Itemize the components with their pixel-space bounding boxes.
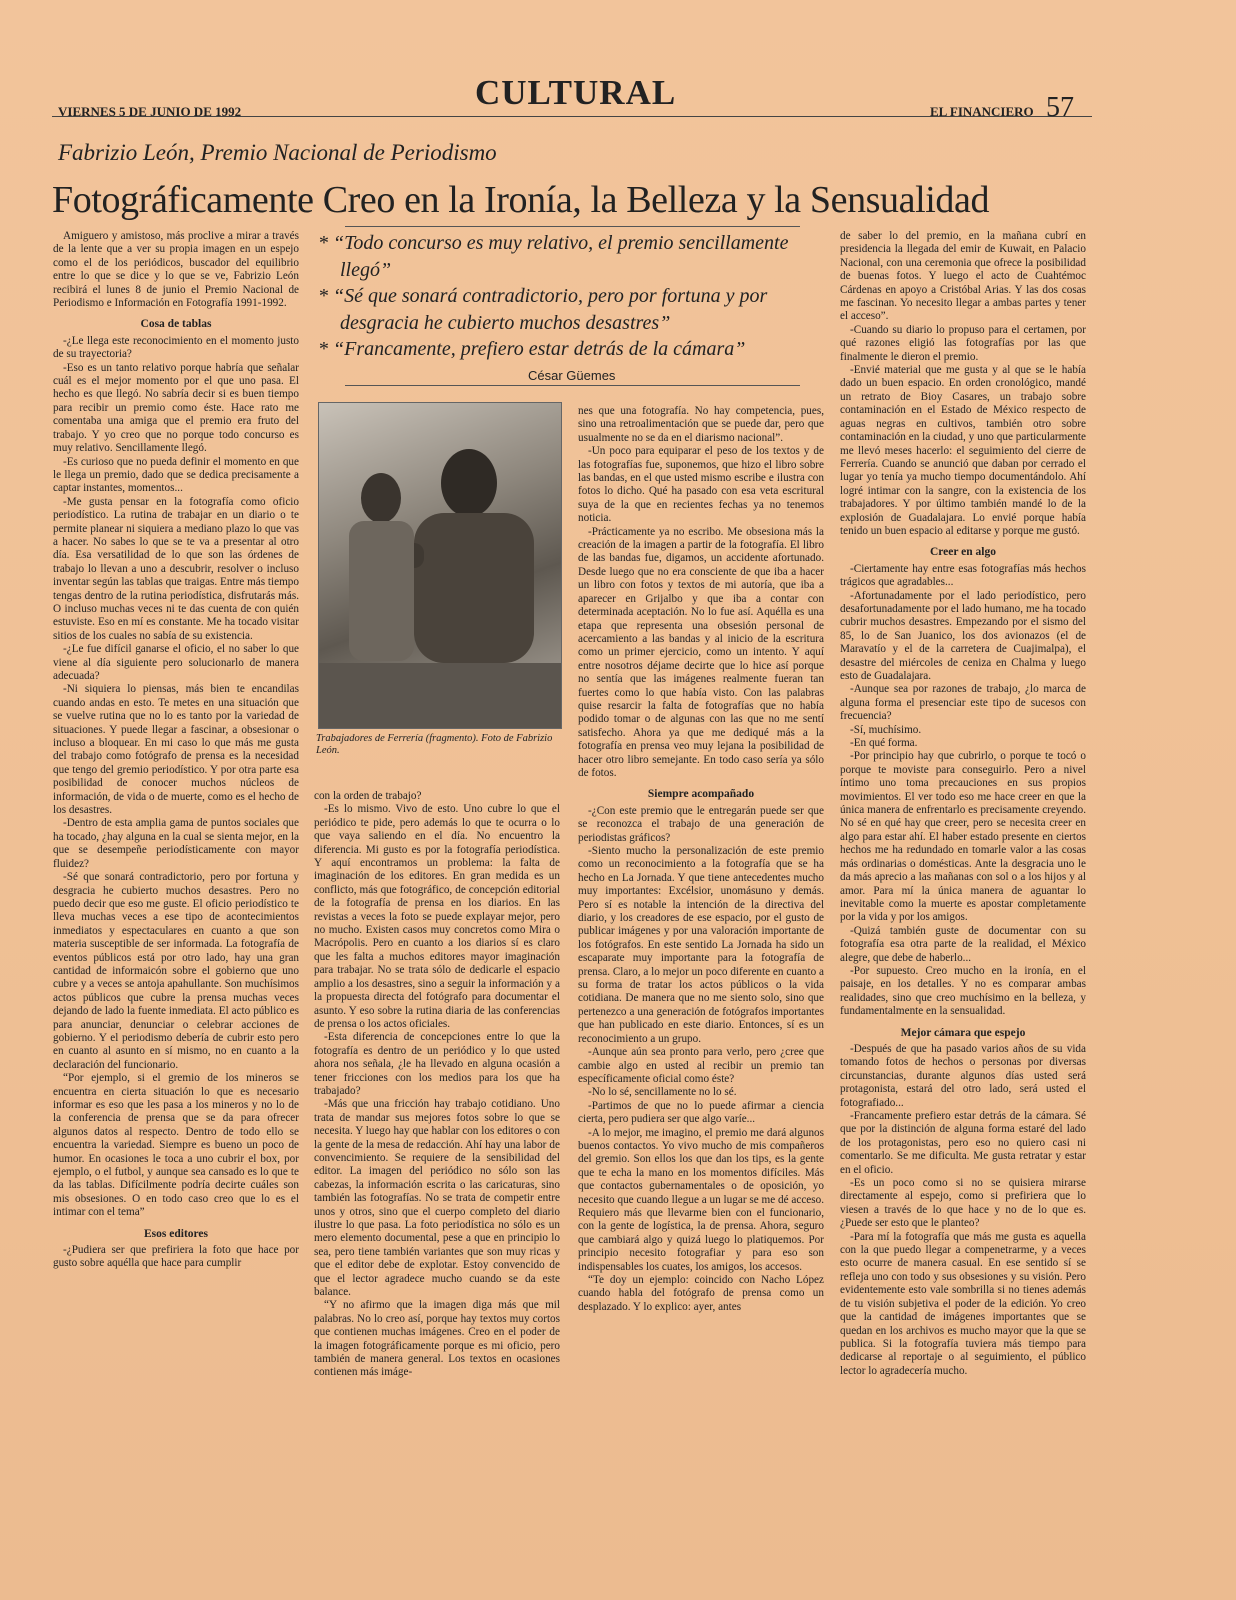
- column-2: [314, 790, 560, 1380]
- page-number: 57: [1046, 92, 1074, 123]
- paragraph: -¿Pudiera ser que prefiriera la foto que hace por gusto sobre aquélla que hace para cumplir: [53, 1244, 299, 1270]
- photo-caption: Trabajadores de Ferrería (fragmento). Foto de Fabrizio León.: [316, 733, 553, 756]
- paragraph: -Por supuesto. Creo mucho en la ironía, en el paisaje, en los detalles. Y no es comparar ambas realidades, sino que creo muchísimo en la belleza, y fundamentalmente en la sensualidad.: [840, 964, 1086, 1018]
- intro-paragraph: Amiguero y amistoso, más proclive a mirar a través de la lente que a ver su propia imagen en un espejo como el de los periódicos, buscador del equilibrio entre lo que se dice y lo que se ve, Fabrizio León recibirá el lunes 8 de junio el Premio Nacional de Periodismo e Información en Fotografía 1991-1992.: [53, 230, 299, 310]
- photo: [318, 402, 562, 729]
- paragraph: de saber lo del premio, en la mañana cubrí en presidencia la llegada del emir de Kuwait, en Palacio Nacional, con una ceremonia que ofrece la posibilidad de buenas fotos. Y luego el acto de Cuahtémoc Cárdenas en apoyo a Cristóbal Arias. Y las dos cosas me fascinan. Yo necesito llegar a ambas partes y tener el acceso”.: [840, 230, 1086, 323]
- kicker: Fabrizio León, Premio Nacional de Periodismo: [58, 140, 497, 165]
- paragraph: -Aunque aún sea pronto para verlo, pero ¿cree que cambie algo en usted al recibir un premio tan específicamente oficial como éste?: [578, 1046, 824, 1085]
- column-3: [578, 405, 824, 1314]
- paragraph: con la orden de trabajo?: [314, 790, 422, 802]
- paragraph: -¿Le llega este reconocimiento en el momento justo de su trayectoria?: [53, 334, 299, 361]
- subhead-cosa-de-tablas: Cosa de tablas: [140, 318, 212, 331]
- paragraph: -Afortunadamente por el lado periodístico, pero desafortunadamente por el lado humano, me ha tocado cubrir muchos desastres. Empezando por el sismo del 85, lo de San Juanico, los dos avionazos (el de Maravatío y el de la carretera de Cuajimalpa), el desastre del miércoles de ceniza en Chalma y luego esto de Guadalajara.: [840, 589, 1086, 682]
- headline: Fotográficamente Creo en la Ironía, la Belleza y la Sensualidad: [52, 179, 990, 221]
- paragraph: -Francamente prefiero estar detrás de la cámara. Sé que por la distinción de alguna forma estaré del lado de los protagonistas, pero eso no quiero casi ni comentarlo. Se me dificulta. Me gusta retratar y estar en el oficio.: [840, 1110, 1086, 1176]
- pull-quote-3: * “Francamente, prefiero estar detrás de la cámara”: [318, 338, 746, 360]
- paragraph: nes que una fotografía. No hay competencia, pues, sino una retroalimentación que se puede dar, pero que usualmente no se da en el diarismo nacional”.: [578, 405, 824, 444]
- section-title: CULTURAL: [475, 73, 677, 112]
- photo-figures: [319, 403, 561, 728]
- paragraph: -Sí, muchísimo.: [850, 723, 922, 736]
- quote-rule-bottom: [345, 385, 800, 386]
- paragraph: “Por ejemplo, si el gremio de los mineros se encuentra en cierta situación lo que es necesario informar es eso que les pasa a los mineros y no lo de la conferencia de prensa que se da para ofrecer algunos datos al respecto. Dentro de todo ello se encuentra la variedad. Siempre es bueno un poco de humor. En ocasiones le toca a uno cubrir el box, por ejemplo, o el futbol, y aunque sea cansado es lo que te da las tablas. Difícilmente podría decirte cuáles son mis obsesiones. O en todo caso creo que lo es el intimar con el tema”: [53, 1072, 299, 1219]
- paragraph: -No lo sé, sencillamente no lo sé.: [588, 1086, 737, 1099]
- pull-quote-2: * “Sé que sonará contradictorio, pero por fortuna y por desgracia he cubierto muchos desastres”: [318, 285, 768, 334]
- paragraph: -¿Le fue difícil ganarse el oficio, el no saber lo que viene al día siguiente pero solucionarlo de manera adecuada?: [53, 643, 299, 682]
- pull-quotes: [318, 230, 828, 363]
- byline: César Güemes: [528, 368, 616, 383]
- paragraph: -Ciertamente hay entre esas fotografías más hechos trágicos que agradables...: [840, 562, 1086, 589]
- paragraph: -Más que una fricción hay trabajo cotidiano. Uno trata de mandar sus mejores fotos sobre lo que se necesita. Y luego hay que hablar con los editores o con la gente de la mesa de redacción. Ahí hay una labor de convencimiento. Se requiere de la sensibilidad del editor. La imagen del periódico no sólo son las cabezas, la información escrita o las caricaturas, sino también las fotografías. No se trata de competir entre unos y otros, sino que el cuerpo completo del diario ilustre lo que pasa. La foto periodística no sólo es un mero elemento documental, pese a que en principio lo sea, pero tiene también variantes que son muy ricas y que el editor debe de explotar. Estoy convencido de que el lector agradece mucho cuando se da este balance.: [314, 1098, 560, 1299]
- paragraph: -Por principio hay que cubrirlo, o porque te tocó o porque te moviste para conseguirlo. Pero a nivel íntimo uno toma precauciones en sus propios movimientos. El ver todo eso me hace creer en que la única manera de enfrentarlo es precisamente creyendo. No sé en qué hay que creer, pero se necesita creer en algo para estar ahí. El haber estado presente en ciertos hechos me ha redundado en tomarle valor a las cosas más ordinarias o domésticas. Ante la desgracia uno le da más aprecio a las mañanas con sol o a los hijos y al amor. Para mí la única manera de aguantar lo inevitable como la muerte es apostar completamente por la vida y por los amigos.: [840, 750, 1086, 924]
- paragraph: -Quizá también guste de documentar con su fotografía esa otra parte de la realidad, el México alegre, que debe de haberlo...: [840, 924, 1086, 964]
- paragraph: -Me gusta pensar en la fotografía como oficio periodístico. La rutina de trabajar en un diario o te permite planear ni siquiera a mediano plazo lo que vas a hacer. No sabes lo que se te va a presentar al otro día. Esa versatilidad de lo que son las órdenes de trabajo lo llevan a uno a descubrir, resolver o incluso inventar según las tablas que traigas. Entre más tiempo tengas dentro de la rutina periodística, disfrutarás más. O incluso muchas veces ni te das cuenta de con quién estuviste. Eso en mí es constante. Me ha tocado visitar sitios de los cuales no sabía de su existencia.: [53, 495, 299, 642]
- paragraph: -Después de que ha pasado varios años de su vida tomando fotos de hechos o personas por diversas circunstancias, durante algunos días usted será protagonista, estará del otro lado, será usted el fotografiado...: [840, 1042, 1086, 1109]
- subhead-esos-editores: Esos editores: [144, 1227, 208, 1240]
- paragraph: -Cuando su diario lo propuso para el certamen, por qué razones eligió las fotografías por las que finalmente le dieron el premio.: [840, 323, 1086, 363]
- paragraph: -Es lo mismo. Vivo de esto. Uno cubre lo que el periódico te pide, pero además lo que te ocurra o lo que vaya saliendo en el día. No encuentro la diferencia. Mi gusto es por la fotografía periodística. Y aquí encontramos un problema: la falta de imaginación de los editores. En gran medida es un conflicto, más que fotográfico, de concepción editorial de la fotografía de prensa en los diarios. En las revistas a veces la foto se puede explayar mejor, pero no mucho. Existen casos muy concretos como Mira o Macrópolis. Pero en cuanto a los diarios sí es claro que les falta a muchos editores mayor imaginación para trabajar. No se trata sólo de dedicarle el espacio amplio a los desastres, sino a seguir la información y a la propuesta directa del fotógrafo para documentar el asunto. Y eso sobre la rutina diaria de las conferencias de prensa o los actos oficiales.: [314, 803, 560, 1030]
- newspaper-name: EL FINANCIERO: [930, 104, 1034, 119]
- paragraph: -¿Con este premio que le entregarán puede ser que se reconozca el trabajo de una generación de periodistas gráficos?: [578, 804, 824, 844]
- paragraph: -Para mí la fotografía que más me gusta es aquella con la que puedo llegar a compenetrarme, y a veces esto ocurre de manera casual. En ese sentido sí se refleja uno con todo y sus obsesiones y su visión. Pero evidentemente esto vale sombrilla si no tienes además de tu visión subjetiva el poder de la edición. Yo creo que la cantidad de imágenes importantes que se quedan en los archivos es mucho mayor que la que se publica. Si la fotografía tuviera más tiempo para dedicarse al reportaje o al seguimiento, el público lector lo agradecería mucho.: [840, 1230, 1086, 1377]
- subhead-mejor-camara-que-espejo: Mejor cámara que espejo: [900, 1026, 1026, 1039]
- paragraph: -Eso es un tanto relativo porque habría que señalar cuál es el mejor momento por el que uno pasa. El hecho es que llegó. No sabría decir si es buen tiempo para recibir un premio como éste. Hace rato me comentaba una amiga que el premio era fruto del trabajo. Y yo creo que no porque todo concurso es muy relativo. Sencillamente llegó.: [53, 361, 299, 455]
- paragraph: -Envié material que me gusta y al que se le había dado un buen espacio. En orden cronológico, mandé un retrato de Bioy Casares, un trabajo sobre contaminación en el Estado de México respecto de aguas negras en cultivos, también otro sobre contaminación en la ciudad, y uno que particularmente me llevó meses hacerlo: el seguimiento del cierre de Ferrería. Cuando se anunció que daban por cerrado el lugar yo tenía ya mucho tiempo documentándolo. Ahí logré intimar con la sangre, con la existencia de los trabajadores. Y por último también mandé lo de la explosión de Guadalajara. Lo envié porque había tenido un buen espacio al editarse y porque me gustó.: [840, 364, 1086, 537]
- paragraph: -Es curioso que no pueda definir el momento en que le llega un premio, dado que se dedica precisamente a captar instantes, momentos...: [53, 455, 299, 495]
- subhead-siempre-acompanado: Siempre acompañado: [647, 788, 755, 801]
- column-4: [840, 230, 1086, 1378]
- paragraph: -Sé que sonará contradictorio, pero por fortuna y desgracia he cubierto muchos desastres. Pero no puedo decir que eso me guste. El oficio periodístico te lleva muchas veces a ese tipo de acontecimientos inmediatos y espectaculares en cuanto a que son materia susceptible de ser informada. La fotografía de eventos públicos está por otro lado, hay una gran cantidad de informaicón sobre el gobierno que uno cubre y a veces se antoja apahullante. Son muchísimos actos públicos que cubre la prensa muchas veces dejando de lado la fuente inmediata. El acto público es para anunciar, denunciar o celebrar acciones de gobierno. Y el periodismo debería de cubrir esto pero en cuanto al asunto en sí mismo, no en cuanto a la declaración del funcionario.: [53, 871, 299, 1071]
- quote-rule-top: [345, 226, 800, 227]
- pull-quote-1: * “Todo concurso es muy relativo, el premio sencillamente llegó”: [318, 232, 789, 281]
- paragraph: -Esta diferencia de concepciones entre lo que la fotografía es dentro de un periódico y lo que usted ahora nos señala, ¿le ha llevado en alguna ocasión a tener fricciones con los medios para los que ha trabajado?: [314, 1031, 560, 1097]
- column-1: [53, 230, 299, 1271]
- paragraph: -Ni siquiera lo piensas, más bien te encandilas cuando andas en esto. Te metes en una situación que se vuelve rutina que no lo es tanto por la variedad de situaciones. Y puede llegar a fascinar, a obsesionar o incluso a bloquear. En mi caso lo que más me gusta del trabajo como fotógrafo de prensa es la necesidad que tengo del gremio periodístico. Y por otra parte esa posibilidad de conocer muchos núcleos de información, de vida o de muerte, como es el hecho de los desastres.: [53, 683, 299, 817]
- paragraph: -Un poco para equiparar el peso de los textos y de las fotografías fue, suponemos, que hizo el libro sobre las bandas, en el que usted mismo escribe e ilustra con fotos lo dicho. Qué ha pasado con esa veta escritural suya de la que en recientes fechas ya no tenemos noticia.: [578, 445, 824, 525]
- paragraph: -Aunque sea por razones de trabajo, ¿lo marca de alguna forma el presenciar este tipo de sucesos con frecuencia?: [840, 683, 1086, 723]
- paragraph: -Siento mucho la personalización de este premio como un reconocimiento a la fotografía que se ha hecho en La Jornada. Y que tiene antecedentes mucho muy importantes: Excélsior, unomásuno y demás. Pero sí es notable la intención de la directiva del diario, y los creadores de ese espacio, por el gusto de publicar imágenes y por una valoración importante de los fotógrafos. En este sentido La Jornada ha sido un escaparate muy importante para la fotografía de prensa. Claro, a lo mejor un poco diferente en cuanto a su forma de tratar los actos públicos o la vida cotidiana. De manera que no me siento solo, sino que pertenezco a una generación de fotógrafos importantes que han publicado en este diario. Entonces, sí es un reconocimiento a un grupo.: [578, 845, 824, 1045]
- paragraph: “Y no afirmo que la imagen diga más que mil palabras. No lo creo así, porque hay textos muy cortos que contienen muchas imágenes. Creo en el poder de la imagen fotográficamente porque es mi oficio, pero también de manera general. Los textos en ocasiones contienen más imáge-: [314, 1299, 560, 1379]
- paragraph: -Dentro de esta amplia gama de puntos sociales que ha tocado, ¿hay alguna en la cual se sienta mejor, en la que se desempeñe periodísticamente con mayor fluidez?: [53, 817, 299, 870]
- paragraph: “Te doy un ejemplo: coincido con Nacho López cuando habla del fotógrafo de prensa como un desplazado. Y lo explico: ayer, antes: [578, 1274, 824, 1313]
- paragraph: -Partimos de que no lo puede afirmar a ciencia cierta, pero pudiera ser que algo varíe...: [578, 1099, 824, 1126]
- paragraph: -Prácticamente ya no escribo. Me obsesiona más la creación de la imagen a partir de la fotografía. El libro de las bandas fue, digamos, un accidente afortunado. Desde luego que no era consciente de que iba a hacer un libro con fotos y textos de mi autoría, que iba a aparecer en Grijalbo y que iba a contar con determinada aceptación. No lo fue así. Aquélla es una etapa que representa una obsesión personal de acercamiento a las bandas y al inicio de la escritura como un primer ejercicio, como un intento. Y aquí entre nosotros déjame decirte que lo hice así porque no sentía que las imágenes realmente fueran tan fuertes como lo que había visto. Con las palabras quise resarcir la falta de fotografías que no había podido tomar o de algunas con las que no me sentí satisfecho. Ahora ya que me dediqué más a la fotografía en prensa veo muy lejana la posibilidad de hacer otro libro semejante. En todo caso sería ya sólo de fotos.: [578, 525, 824, 779]
- issue-date: VIERNES 5 DE JUNIO DE 1992: [58, 104, 242, 119]
- paragraph: -Es un poco como si no se quisiera mirarse directamente al espejo, como si prefiriera que lo viesen a través de lo que hace y no de lo que es. ¿Puede ser esto que le planteo?: [840, 1177, 1086, 1230]
- subhead-creer-en-algo: Creer en algo: [929, 546, 996, 559]
- paragraph: -En qué forma.: [850, 737, 918, 750]
- paragraph: -A lo mejor, me imagino, el premio me dará algunos buenos contactos. Yo vivo mucho de mis compañeros del gremio. Son ellos los que dan los tips, es la gente que te echa la mano en los momentos difíciles. Más que contactos gubernamentales o de oposición, yo necesito que cuando llegue a un lugar se me dé acceso. Requiero más que llevarme bien con el funcionario, con la gente de logística, la de prensa. Ahora, seguro que cambiará algo y quizá luego lo platiquemos. Por principio necesito fotografiar y para eso son indispensables los cuates, los amigos, los accesos.: [578, 1126, 824, 1273]
